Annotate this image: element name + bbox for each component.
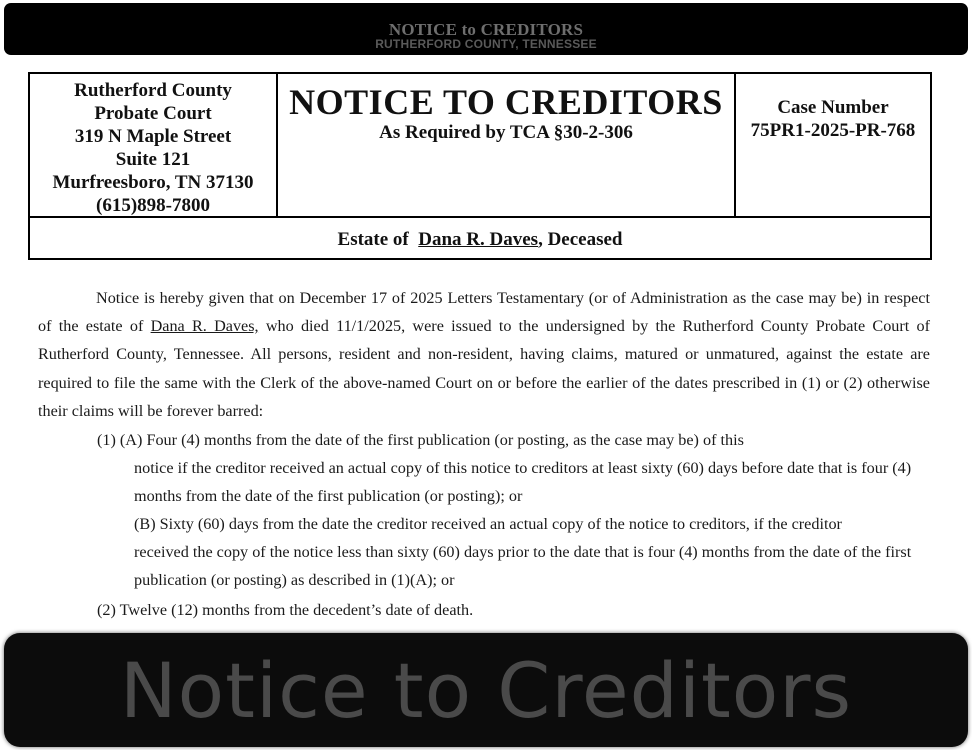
- estate-suffix: , Deceased: [538, 229, 623, 250]
- notice-subtitle: As Required by TCA §30-2-306: [379, 122, 633, 143]
- estate-prefix: Estate of: [337, 229, 409, 250]
- item-1b-line-3: publication (or posting) as described in (1)(A); or: [134, 571, 455, 589]
- case-number-label: Case Number: [777, 97, 889, 118]
- notice-text-cont: who died 11/1/2025, were issued to the undersigned by the Rutherford County Probate Court of Rutherford County, Tennessee. All persons, resident and non-resident, having claims, matured or unmatured, against the estate are required to file the same with the Clerk of the above-named Court on or before the earlier of the dates prescribed in (1) or (2) otherwise their claims will be forever barred:: [38, 317, 931, 420]
- court-line: (615)898-7800: [96, 195, 210, 216]
- top-banner: [4, 3, 968, 55]
- banner-title: NOTICE to CREDITORS: [388, 20, 584, 39]
- notice-paragraph: [38, 284, 930, 425]
- item-1a-line-1: (1) (A) Four (4) months from the date of the first publication (or posting, as the case may be) of this: [97, 431, 744, 449]
- footer-banner: [4, 633, 968, 747]
- item-1b-line-1: (B) Sixty (60) days from the date the creditor received an actual copy of the notice to creditors, if the creditor: [134, 515, 842, 533]
- item-1a-line-3: months from the date of the first publication (or posting); or: [134, 487, 523, 505]
- case-number-value: 75PR1-2025-PR-768: [750, 120, 916, 141]
- item-1b-line-2: received the copy of the notice less than sixty (60) days prior to the date that is four (4) months from the date of the first: [134, 543, 912, 561]
- decedent-name-inline: Dana R. Daves,: [150, 317, 259, 336]
- banner-subtitle: RUTHERFORD COUNTY, TENNESSEE: [375, 37, 597, 51]
- item-1a-line-2: notice if the creditor received an actual copy of this notice to creditors at least sixty (60) days before date that is four (4): [134, 459, 912, 477]
- notice-text: Notice is hereby given that on December 17 of 2025 Letters Testamentary (or of Administration as the case may be) in respect of the estate of: [38, 289, 930, 336]
- title-block: [278, 74, 736, 216]
- court-line: Probate Court: [94, 103, 212, 124]
- case-number-block: [736, 74, 930, 216]
- court-line: Rutherford County: [74, 80, 232, 101]
- decedent-name: Dana R. Daves: [418, 229, 539, 250]
- court-line: Murfreesboro, TN 37130: [52, 172, 254, 193]
- footer-banner-text: Notice to Creditors: [119, 646, 853, 735]
- estate-line: [30, 216, 930, 258]
- court-line: Suite 121: [115, 149, 191, 170]
- notice-body: [38, 284, 930, 425]
- court-address-block: [30, 74, 278, 216]
- item-2-line: (2) Twelve (12) months from the decedent’s date of death.: [97, 601, 474, 619]
- notice-title: NOTICE TO CREDITORS: [289, 82, 723, 122]
- notice-header: [28, 72, 932, 260]
- court-line: 319 N Maple Street: [74, 126, 232, 147]
